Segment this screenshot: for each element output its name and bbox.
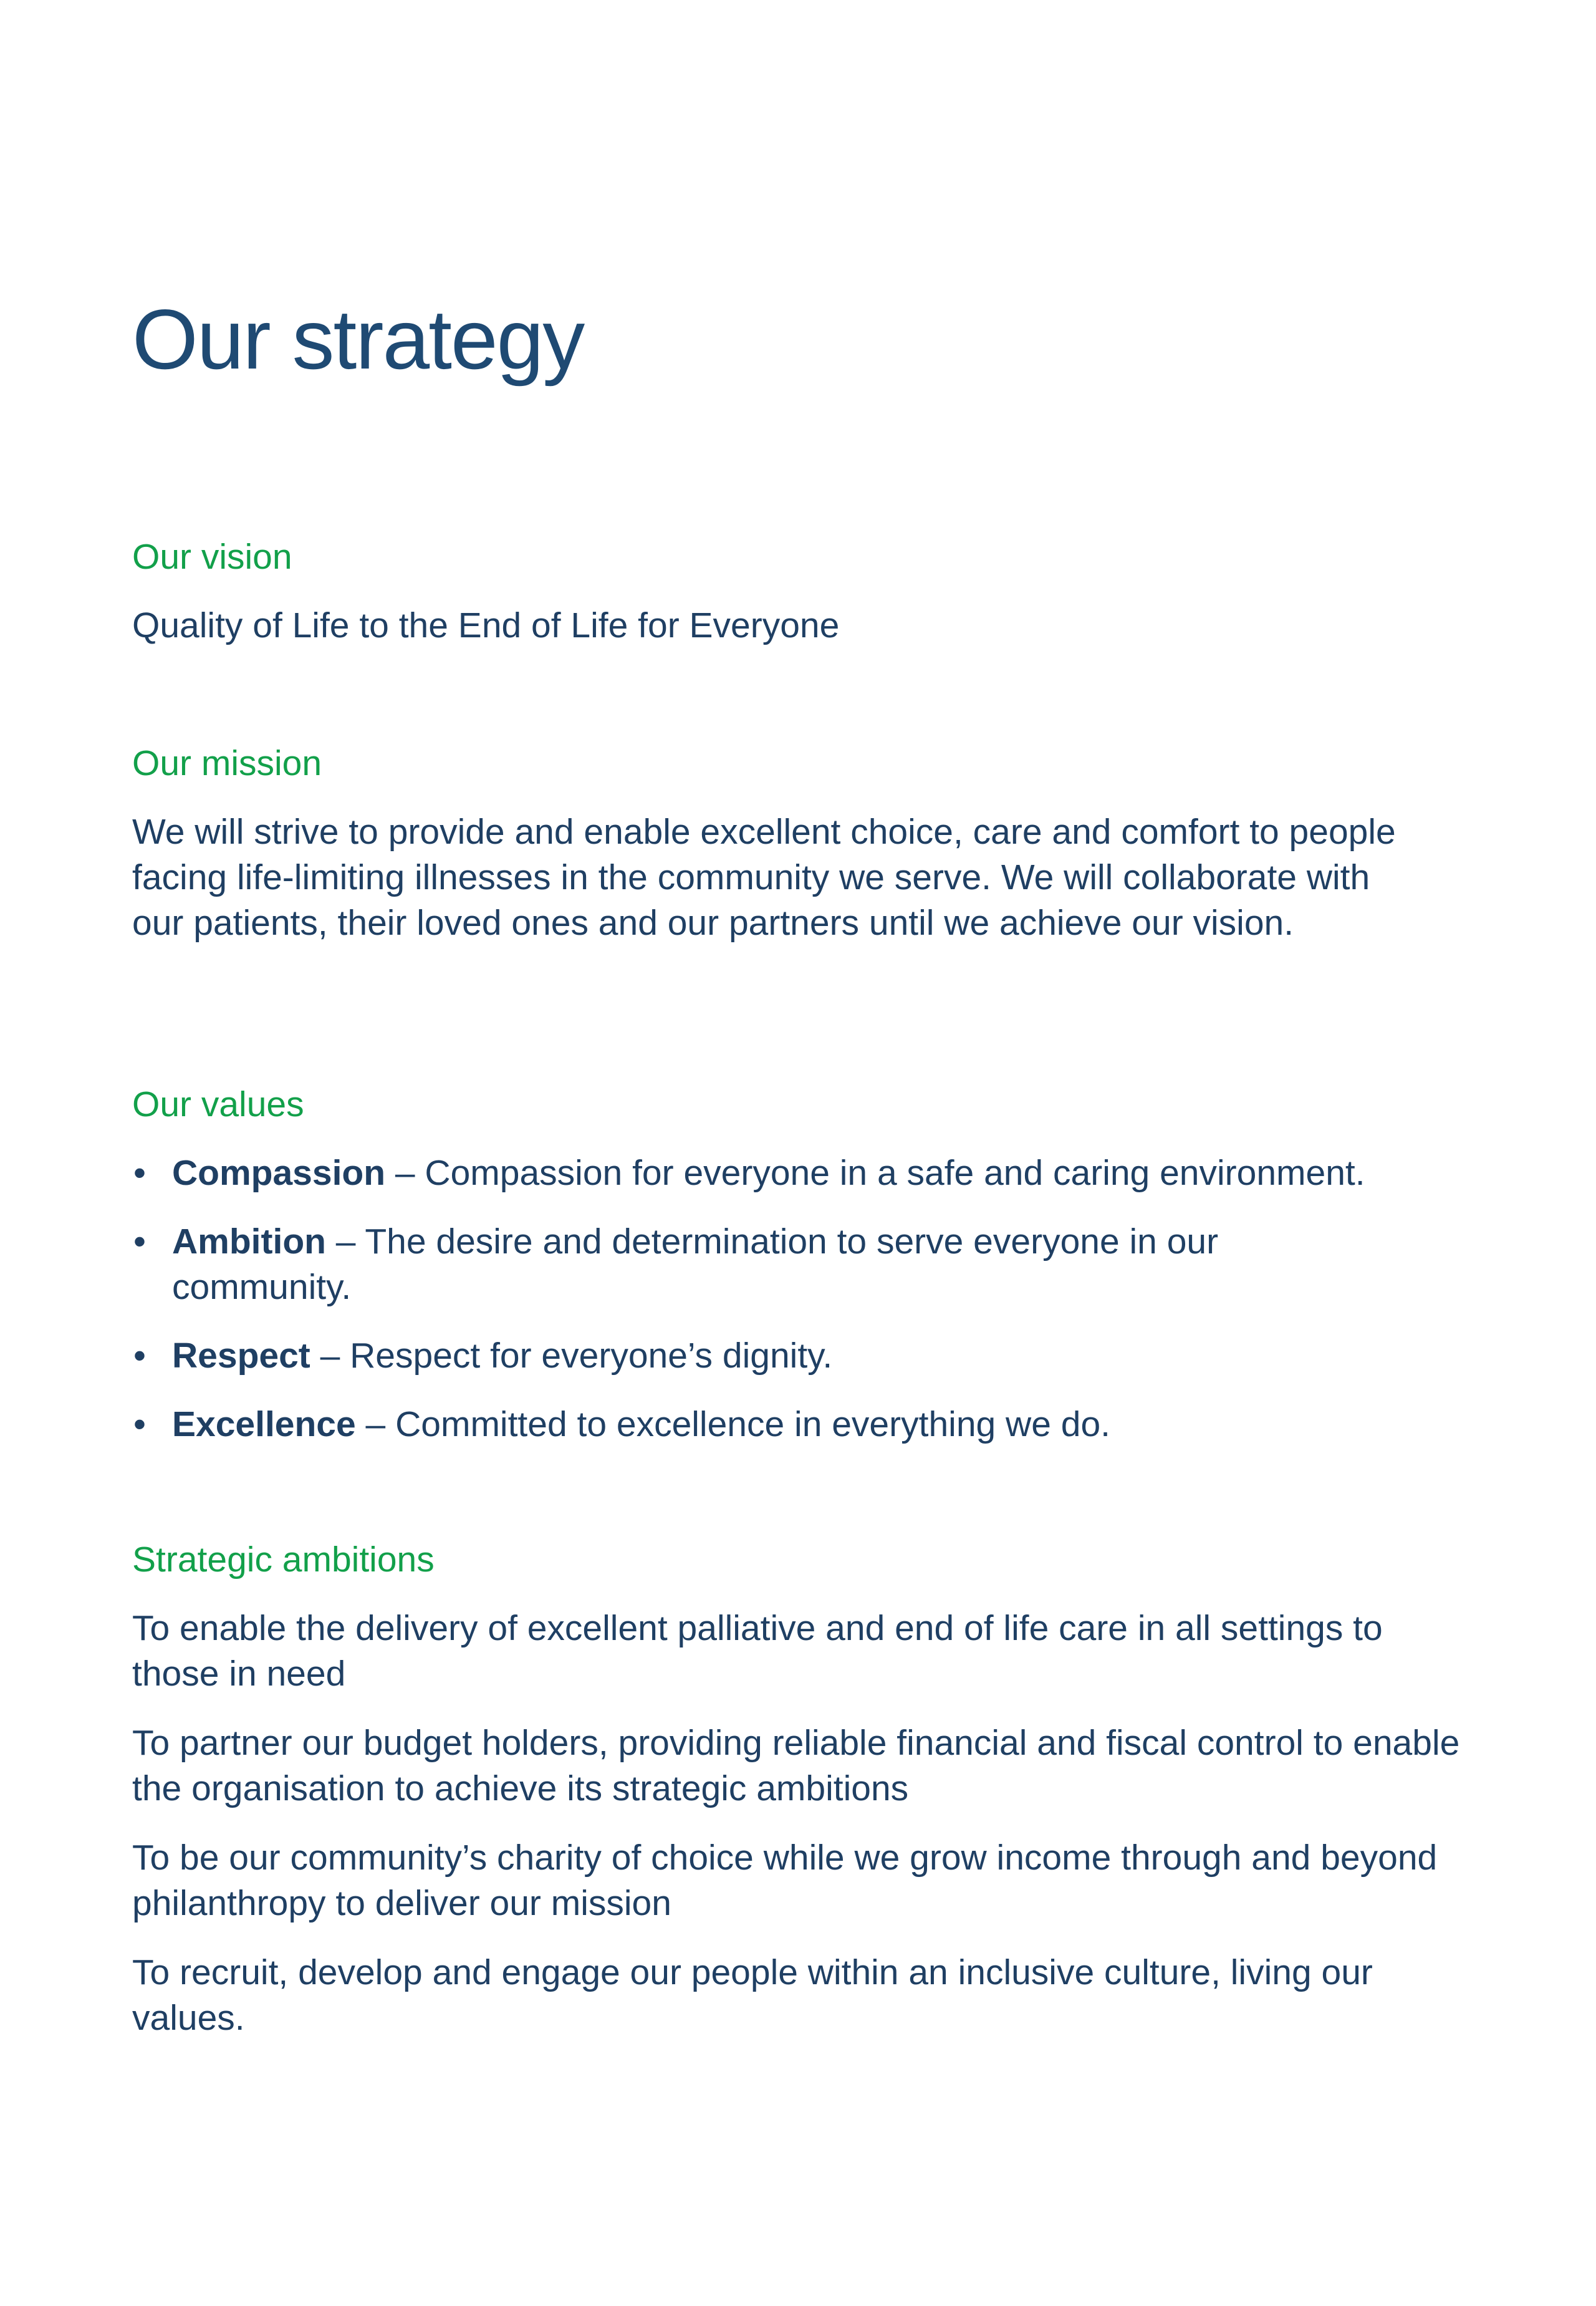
vision-text: Quality of Life to the End of Life for Everyone <box>132 605 840 645</box>
value-item-compassion <box>132 1151 1473 1196</box>
mission-text: We will strive to provide and enable excellent choice, care and comfort to people facing life-limiting illnesses in the community we serve. We will collaborate with our patients, their loved ones and our partners until we achieve our vision. <box>132 812 1396 943</box>
bullet-icon: • <box>133 1153 146 1193</box>
value-description: – Respect for everyone’s dignity. <box>310 1336 833 1376</box>
mission-section <box>132 741 1429 946</box>
ambition-item: To partner our budget holders, providing reliable financial and fiscal control to enable the organisation to achieve its strategic ambitions <box>132 1723 1460 1808</box>
value-description: – Compassion for everyone in a safe and caring environment. <box>385 1153 1365 1193</box>
vision-section <box>132 534 1473 649</box>
ambition-item: To recruit, develop and engage our people within an inclusive culture, living our values. <box>132 1952 1373 2038</box>
values-section <box>132 1082 1473 1470</box>
value-name: Respect <box>172 1336 310 1376</box>
ambition-item: To enable the delivery of excellent palliative and end of life care in all settings to those in need <box>132 1608 1383 1694</box>
mission-heading: Our mission <box>132 743 322 783</box>
value-item-respect <box>132 1333 1473 1379</box>
value-description: – The desire and determination to serve everyone in our community. <box>172 1222 1219 1307</box>
values-list <box>132 1151 1473 1447</box>
page-title: Our strategy <box>132 292 584 387</box>
value-item-ambition <box>132 1219 1332 1310</box>
value-name: Compassion <box>172 1153 386 1193</box>
value-name: Ambition <box>172 1222 326 1262</box>
ambition-item: To be our community’s charity of choice while we grow income through and beyond philanthropy to deliver our mission <box>132 1838 1438 1923</box>
value-description: – Committed to excellence in everything we do. <box>355 1404 1110 1444</box>
value-item-excellence <box>132 1402 1473 1447</box>
ambitions-heading: Strategic ambitions <box>132 1540 435 1580</box>
values-heading: Our values <box>132 1084 304 1124</box>
bullet-icon: • <box>133 1404 146 1444</box>
bullet-icon: • <box>133 1222 146 1262</box>
ambitions-section <box>132 1537 1466 2041</box>
value-name: Excellence <box>172 1404 356 1444</box>
bullet-icon: • <box>133 1336 146 1376</box>
vision-heading: Our vision <box>132 537 292 577</box>
